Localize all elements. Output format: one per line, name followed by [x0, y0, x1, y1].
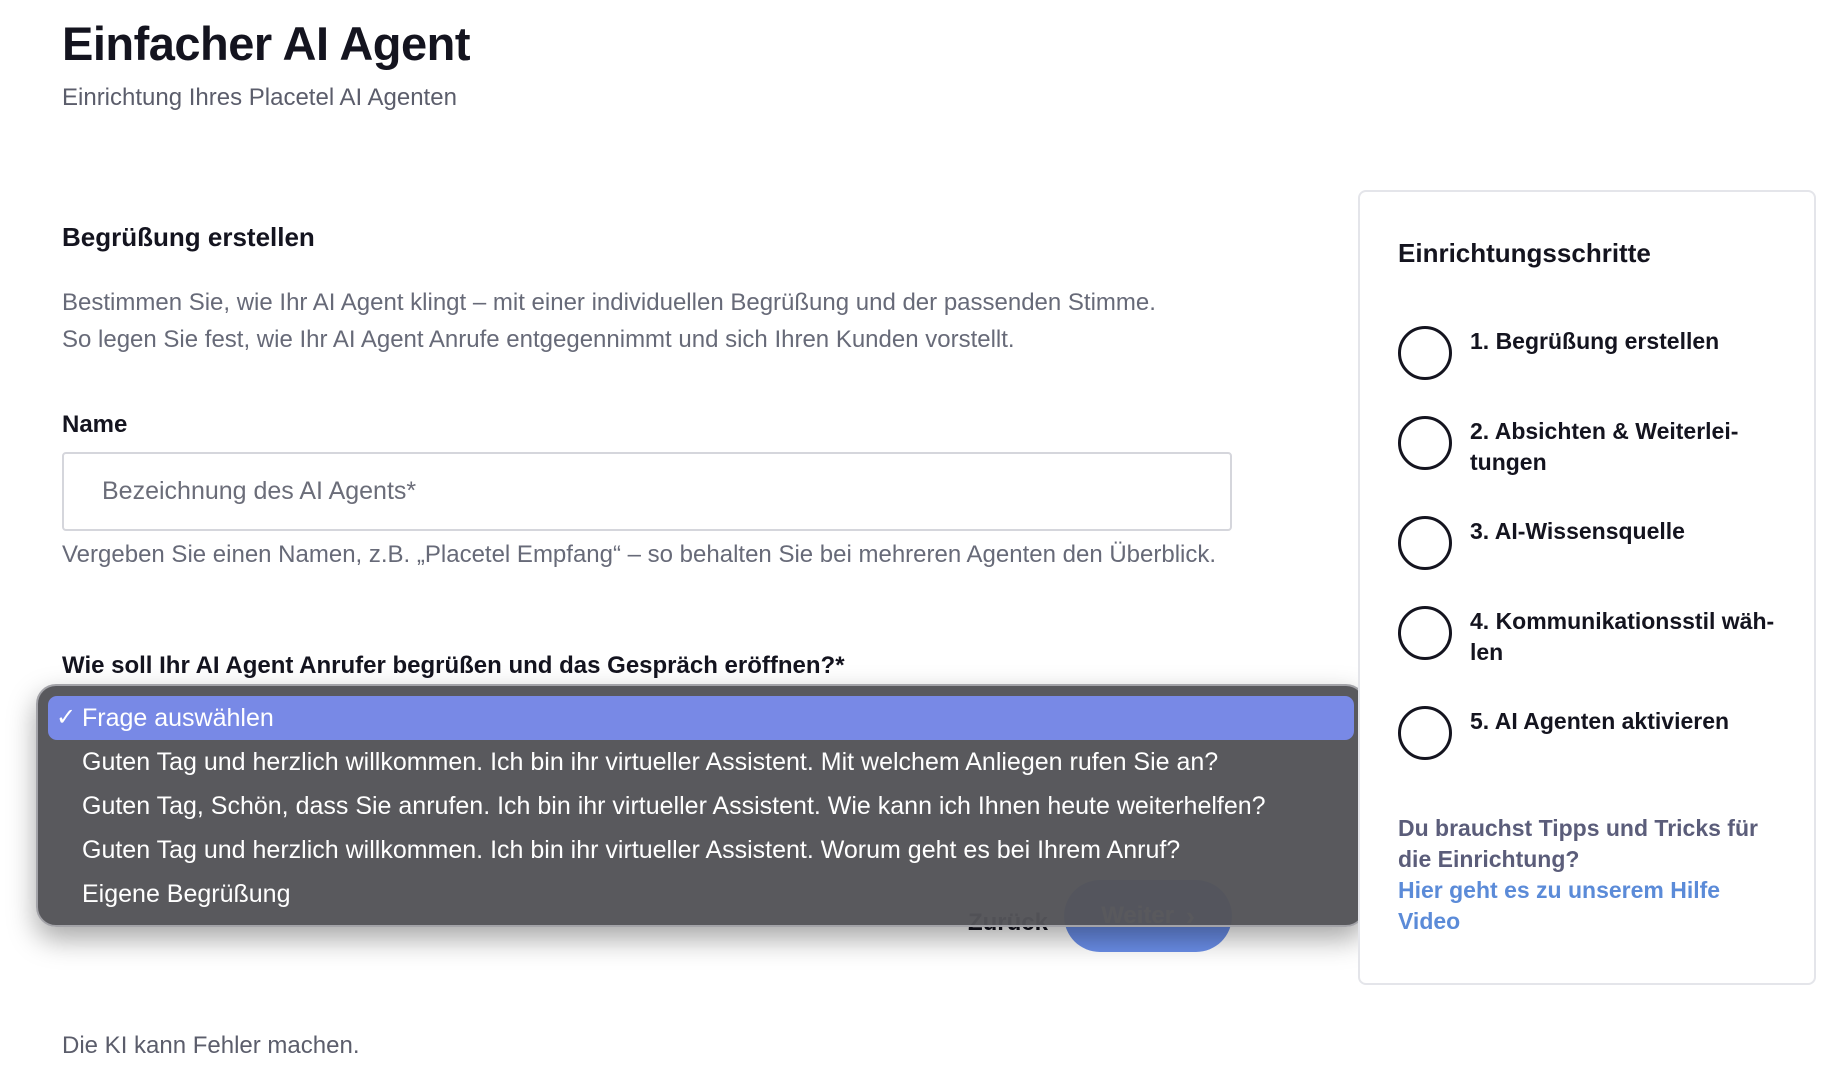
page-title: Einfacher AI Agent	[62, 17, 470, 70]
step-label: 2. Absichten & Weiterleitungen	[1470, 418, 1739, 475]
greeting-option[interactable]	[48, 828, 1354, 872]
step-label: 1. Begrüßung erstellen	[1470, 328, 1720, 354]
name-hint: Vergeben Sie einen Namen, z.B. „Placetel Empfang“ – so behalten Sie bei mehreren Agenten den Überblick.	[62, 541, 1217, 568]
step-status-circle-icon	[1398, 706, 1452, 760]
section-description	[62, 284, 1242, 358]
greeting-option-label: Guten Tag und herzlich willkommen. Ich bin ihr virtueller Assistent. Mit welchem Anliegen rufen Sie an?	[82, 748, 1219, 776]
step-status-circle-icon	[1398, 516, 1452, 570]
greeting-option-label: Guten Tag und herzlich willkommen. Ich bin ihr virtueller Assistent. Worum geht es bei Ihrem Anruf?	[82, 836, 1181, 864]
greeting-option-label: Guten Tag, Schön, dass Sie anrufen. Ich bin ihr virtueller Assistent. Wie kann ich Ihnen heute weiterhelfen?	[82, 792, 1266, 820]
greeting-dropdown[interactable]	[36, 684, 1366, 927]
greeting-option-label: Frage auswählen	[82, 704, 274, 732]
step-label: 3. AI-Wissensquelle	[1470, 518, 1685, 544]
steps-title: Einrichtungsschritte	[1398, 238, 1651, 268]
greeting-question-label: Wie soll Ihr AI Agent Anrufer begrüßen und das Gespräch eröffnen?*	[62, 652, 845, 679]
checkmark-icon: ✓	[56, 704, 77, 731]
setup-steps-panel	[1358, 190, 1816, 985]
section-description-line-2: So legen Sie fest, wie Ihr AI Agent Anrufe entgegennimmt und sich Ihren Kunden vorstellt.	[62, 326, 1015, 353]
step-status-circle-icon	[1398, 606, 1452, 660]
step-status-circle-icon	[1398, 416, 1452, 470]
section-description-line-1: Bestimmen Sie, wie Ihr AI Agent klingt – mit einer individuellen Begrüßung und der passenden Stimme.	[62, 289, 1156, 316]
greeting-option[interactable]	[48, 740, 1354, 784]
page-subtitle: Einrichtung Ihres Placetel AI Agenten	[62, 84, 457, 111]
step-label: 4. Kommunikationsstil wählen	[1470, 608, 1775, 665]
greeting-option[interactable]	[48, 784, 1354, 828]
greeting-option-label: Eigene Begrüßung	[82, 880, 291, 908]
ai-disclaimer: Die KI kann Fehler machen.	[62, 1032, 360, 1059]
name-label: Name	[62, 411, 128, 438]
section-title: Begrüßung erstellen	[62, 222, 315, 252]
greeting-option-custom[interactable]	[48, 872, 1354, 916]
step-status-circle-icon	[1398, 326, 1452, 380]
name-input[interactable]	[62, 452, 1232, 531]
step-label: 5. AI Agenten aktivieren	[1470, 708, 1730, 734]
help-text: Du brauchst Tipps und Tricks für die Einrichtung?	[1398, 815, 1758, 872]
help-video-link[interactable]: Hier geht es zu unserem Hilfe Video	[1398, 877, 1721, 934]
greeting-option-selected[interactable]	[48, 696, 1354, 740]
